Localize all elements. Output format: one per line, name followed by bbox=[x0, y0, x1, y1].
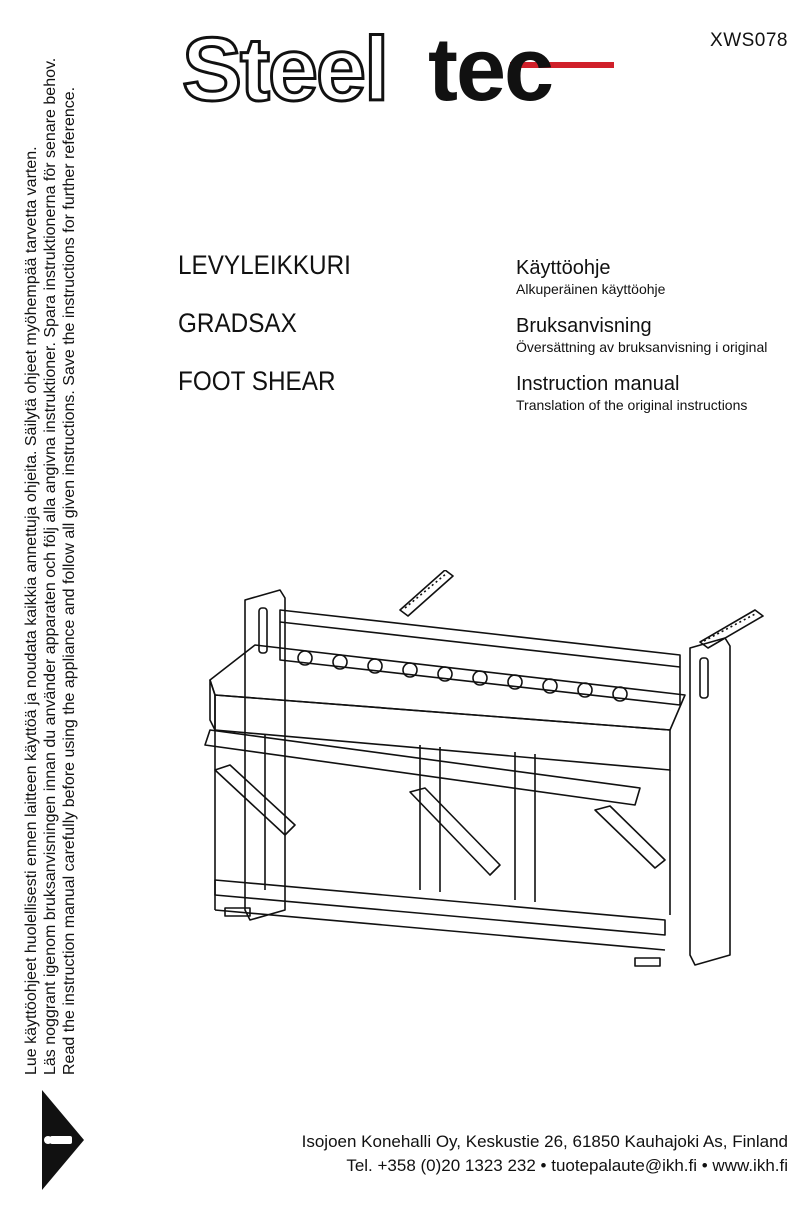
notice-fi: Lue käyttöohjeet huolellisesti ennen laitteen käyttöä ja noudata kaikkia annettuja ohjeita. Säilytä ohjeet myöhempää tarvetta varten. bbox=[23, 146, 40, 1075]
safety-notice bbox=[22, 5, 79, 1075]
notice-sv: Läs noggrant igenom bruksanvisningen innan du använder apparaten och följ alla angivna instruktioner. Spara instruktionerna för senare behov. bbox=[42, 57, 59, 1075]
manual-types bbox=[516, 256, 767, 430]
manual-title-sv: Bruksanvisning bbox=[516, 315, 652, 337]
product-name-en: FOOT SHEAR bbox=[178, 366, 336, 396]
footer bbox=[302, 1130, 788, 1178]
product-name-sv: GRADSAX bbox=[178, 308, 297, 338]
logo-text-steel: Steel bbox=[182, 20, 388, 110]
notice-en: Read the instruction manual carefully before using the appliance and follow all given instructions. Save the instructions for further reference. bbox=[61, 86, 78, 1075]
manual-subtitle-sv: Översättning av bruksanvisning i original bbox=[516, 339, 768, 355]
product-names bbox=[178, 248, 370, 422]
manual-subtitle-fi: Alkuperäinen käyttöohje bbox=[516, 281, 666, 297]
foot-shear-illustration bbox=[195, 570, 790, 975]
company-address: Isojoen Konehalli Oy, Keskustie 26, 61850 Kauhajoki As, Finland bbox=[301, 1132, 788, 1151]
manual-title-fi: Käyttöohje bbox=[516, 257, 611, 279]
manual-subtitle-en: Translation of the original instructions bbox=[516, 397, 748, 413]
logo-text-tec: tec bbox=[428, 20, 553, 110]
product-code: XWS078 bbox=[710, 30, 788, 51]
company-contact: Tel. +358 (0)20 1323 232 • tuotepalaute@ikh.fi • www.ikh.fi bbox=[346, 1156, 788, 1175]
manual-title-en: Instruction manual bbox=[516, 373, 680, 395]
warning-icon bbox=[40, 1090, 86, 1190]
steeltec-logo bbox=[180, 18, 620, 110]
product-name-fi: LEVYLEIKKURI bbox=[178, 250, 351, 280]
